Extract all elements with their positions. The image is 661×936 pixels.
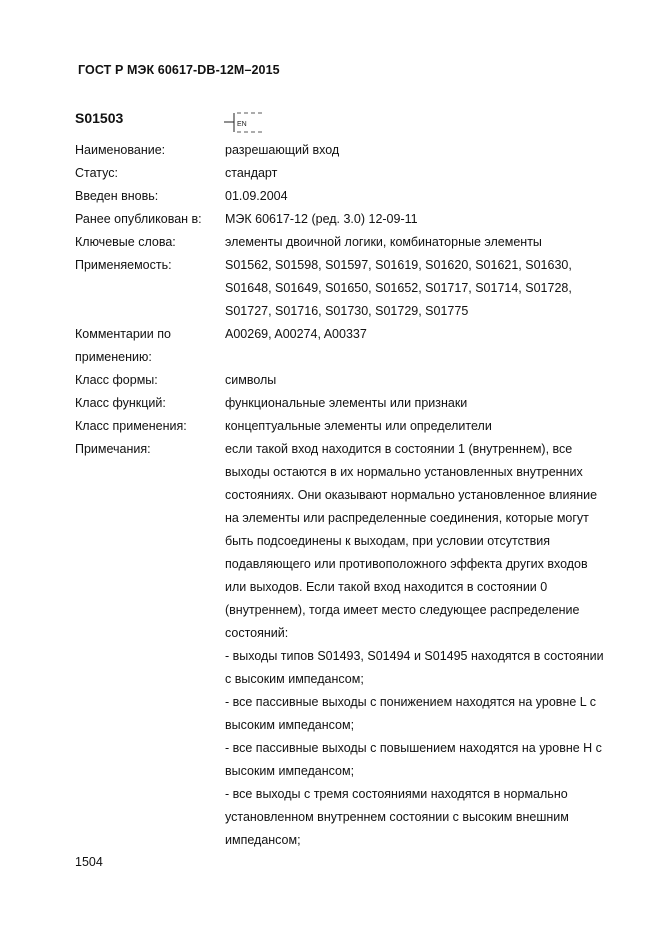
field-label: Применяемость: <box>75 258 172 272</box>
field-label: Статус: <box>75 166 118 180</box>
field-value: концептуальные элементы или определители <box>225 419 492 433</box>
symbol-code: S01503 <box>75 110 124 126</box>
field-value-line: S01648, S01649, S01650, S01652, S01717, S01714, S01728, <box>225 281 572 295</box>
field-label: Ранее опубликован в: <box>75 212 202 226</box>
notes-line: (внутреннем), тогда имеет место следующее распределение <box>225 603 580 617</box>
notes-line: состояний: <box>225 626 289 640</box>
notes-line: - все пассивные выходы с повышением находятся на уровне H с <box>225 741 602 755</box>
field-label: Ключевые слова: <box>75 235 176 249</box>
field-label: Введен вновь: <box>75 189 159 203</box>
notes-line: - все пассивные выходы с понижением находятся на уровне L с <box>225 695 596 709</box>
field-label: Класс формы: <box>75 373 158 387</box>
notes-line: быть подсоединены к выходам, при условии отсутствия <box>225 534 550 548</box>
symbol-graphic-label: EN <box>237 121 247 128</box>
field-label: Класс применения: <box>75 419 187 433</box>
field-label-line: применению: <box>75 350 152 364</box>
field-value: разрешающий вход <box>225 143 340 157</box>
field-label-line: Комментарии по <box>75 327 171 341</box>
field-label: Наименование: <box>75 143 166 157</box>
notes-line: состояниях. Они оказывают нормально установленное влияние <box>225 488 598 502</box>
notes-line: установленном внутреннем состоянии с высоким внешним <box>225 810 569 824</box>
notes-line: выходы остаются в их нормально установленных внутренних <box>225 465 583 479</box>
field-value: A00269, A00274, A00337 <box>225 327 367 341</box>
notes-line: или выходов. Если такой вход находится в состоянии 0 <box>225 580 548 594</box>
page-number: 1504 <box>75 855 103 869</box>
document-header: ГОСТ Р МЭК 60617-DB-12M–2015 <box>78 63 280 77</box>
notes-line: - выходы типов S01493, S01494 и S01495 находятся в состоянии <box>225 649 604 663</box>
field-value: стандарт <box>225 166 278 180</box>
notes-line: подавляющего или противоположного эффекта других входов <box>225 557 588 571</box>
notes-line: на элементы или распределенные соединения, которые могут <box>225 511 589 525</box>
enable-input-symbol-icon <box>224 111 268 135</box>
notes-line: высоким импедансом; <box>225 764 355 778</box>
field-value: символы <box>225 373 277 387</box>
field-value: 01.09.2004 <box>225 189 288 203</box>
notes-line: высоким импедансом; <box>225 718 355 732</box>
field-value: МЭК 60617-12 (ред. 3.0) 12-09-11 <box>225 212 418 226</box>
notes-line: - все выходы с тремя состояниями находятся в нормально <box>225 787 568 801</box>
notes-line: если такой вход находится в состоянии 1 (внутреннем), все <box>225 442 573 456</box>
field-value-line: S01562, S01598, S01597, S01619, S01620, S01621, S01630, <box>225 258 572 272</box>
field-label: Класс функций: <box>75 396 166 410</box>
notes-line: с высоким импедансом; <box>225 672 364 686</box>
field-value: элементы двоичной логики, комбинаторные элементы <box>225 235 542 249</box>
notes-line: импедансом; <box>225 833 301 847</box>
field-value-line: S01727, S01716, S01730, S01729, S01775 <box>225 304 469 318</box>
field-label: Примечания: <box>75 442 151 456</box>
field-value: функциональные элементы или признаки <box>225 396 468 410</box>
